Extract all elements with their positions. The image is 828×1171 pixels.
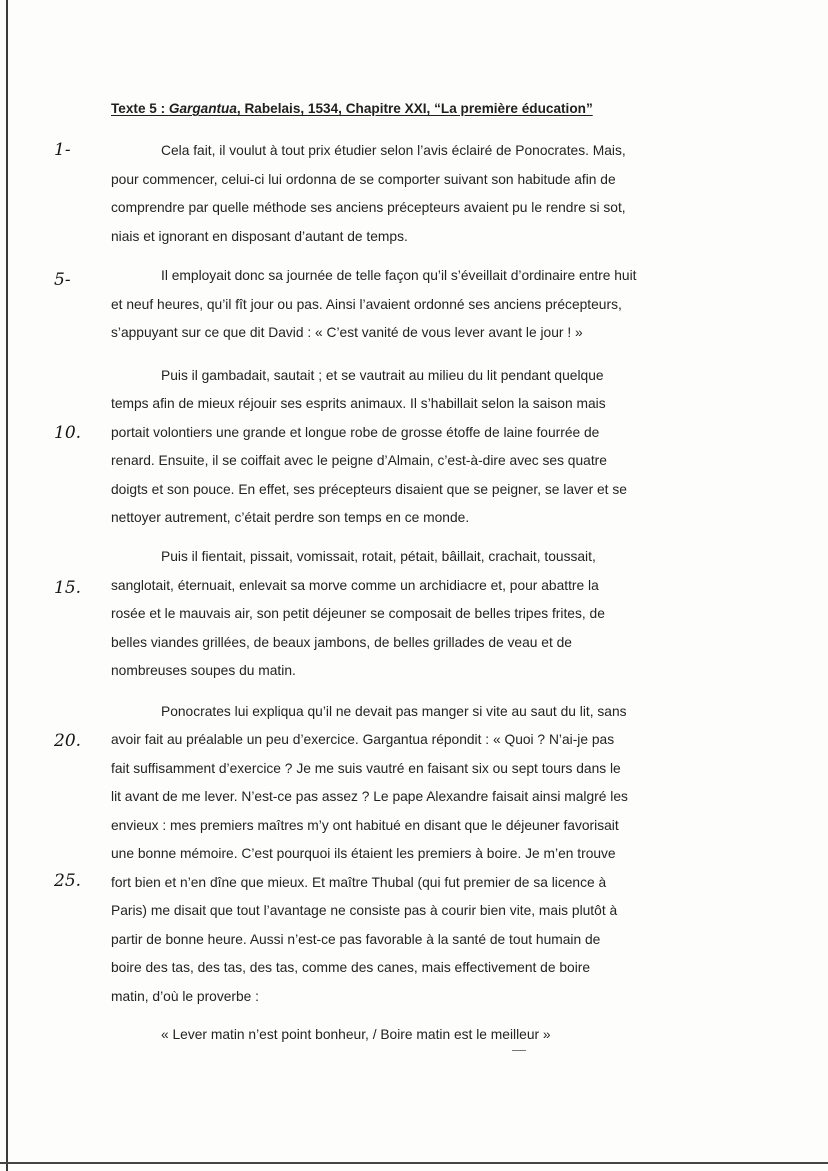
text-line: sanglotait, éternuait, enlevait sa morve comme un archidiacre et, pour abattre la [111, 578, 599, 593]
page-left-edge [6, 0, 8, 1171]
stray-mark [512, 1050, 526, 1051]
line-number-20: 20. [54, 731, 82, 751]
proverb-line: « Lever matin n’est point bonheur, / Boire matin est le meilleur » [161, 1027, 551, 1042]
text-line: boire des tas, des tas, des tas, comme des canes, mais effectivement de boire [111, 960, 591, 975]
text-line: pour commencer, celui-ci lui ordonna de se comporter suivant son habitude afin de [111, 172, 616, 187]
text-line: Cela fait, il voulut à tout prix étudier selon l’avis éclairé de Ponocrates. Mais, [161, 143, 626, 158]
text-line: nombreuses soupes du matin. [111, 663, 296, 678]
text-line: comprendre par quelle méthode ses anciens précepteurs avaient pu le rendre si sot, [111, 200, 626, 215]
line-number-25: 25. [54, 871, 82, 891]
text-line: rosée et le mauvais air, son petit déjeuner se composait de belles tripes frites, de [111, 606, 605, 621]
text-line: doigts et son pouce. En effet, ses précepteurs disaient que se peigner, se laver et se [111, 482, 627, 497]
line-number-10: 10. [54, 423, 82, 443]
text-line: une bonne mémoire. C’est pourquoi ils étaient les premiers à boire. Je m’en trouve [111, 846, 616, 861]
text-line: nettoyer autrement, c’était perdre son temps en ce monde. [111, 510, 470, 525]
text-line: renard. Ensuite, il se coiffait avec le peigne d’Almain, c’est-à-dire avec ses quatre [111, 453, 607, 468]
text-line: niais et ignorant en disposant d’autant de temps. [111, 229, 408, 244]
text-line: Ponocrates lui expliqua qu’il ne devait pas manger si vite au saut du lit, sans [161, 704, 627, 719]
line-number-1: 1- [54, 140, 71, 160]
document-title [111, 101, 593, 116]
title-prefix: Texte 5 : [111, 101, 169, 116]
text-line: avoir fait au préalable un peu d’exercice. Gargantua répondit : « Quoi ? N’ai-je pas [111, 732, 615, 747]
text-line: et neuf heures, qu’il fît jour ou pas. Ainsi l’avaient ordonné ses anciens précepteurs, [111, 297, 622, 312]
line-number-5: 5- [54, 270, 71, 290]
text-line: fort bien et n’en dîne que mieux. Et maître Thubal (qui fut premier de sa licence à [111, 875, 607, 890]
text-line: portait volontiers une grande et longue robe de grosse étoffe de laine fourrée de [111, 425, 600, 440]
text-line: s’appuyant sur ce que dit David : « C’est vanité de vous lever avant le jour ! » [111, 325, 583, 340]
line-number-15: 15. [54, 578, 82, 598]
text-line: lit avant de me lever. N’est-ce pas assez ? Le pape Alexandre faisait ainsi malgré les [111, 789, 628, 804]
text-line: envieux : mes premiers maîtres m’y ont habitué en disant que le déjeuner favorisait [111, 818, 619, 833]
text-line: belles viandes grillées, de beaux jambons, de belles grillades de veau et de [111, 635, 572, 650]
title-work: Gargantua [168, 101, 237, 116]
title-rest: , Rabelais, 1534, Chapitre XXI, “La première éducation” [236, 101, 593, 116]
text-line: temps afin de mieux réjouir ses esprits animaux. Il s’habillait selon la saison mais [111, 396, 606, 411]
text-line: Paris) me disait que tout l’avantage ne consiste pas à courir bien vite, mais plutôt à [111, 903, 618, 918]
text-line: Puis il fientait, pissait, vomissait, rotait, pétait, bâillait, crachait, toussait, [161, 549, 596, 564]
text-line: matin, d’où le proverbe : [111, 989, 260, 1004]
page-bottom-edge [0, 1162, 828, 1164]
text-line: fait suffisamment d’exercice ? Je me suis vautré en faisant six ou sept tours dans le [111, 761, 621, 776]
text-line: Il employait donc sa journée de telle façon qu’il s’éveillait d’ordinaire entre huit [161, 268, 637, 283]
text-line: Puis il gambadait, sautait ; et se vautrait au milieu du lit pendant quelque [161, 368, 604, 383]
text-line: partir de bonne heure. Aussi n’est-ce pas favorable à la santé de tout humain de [111, 932, 601, 947]
